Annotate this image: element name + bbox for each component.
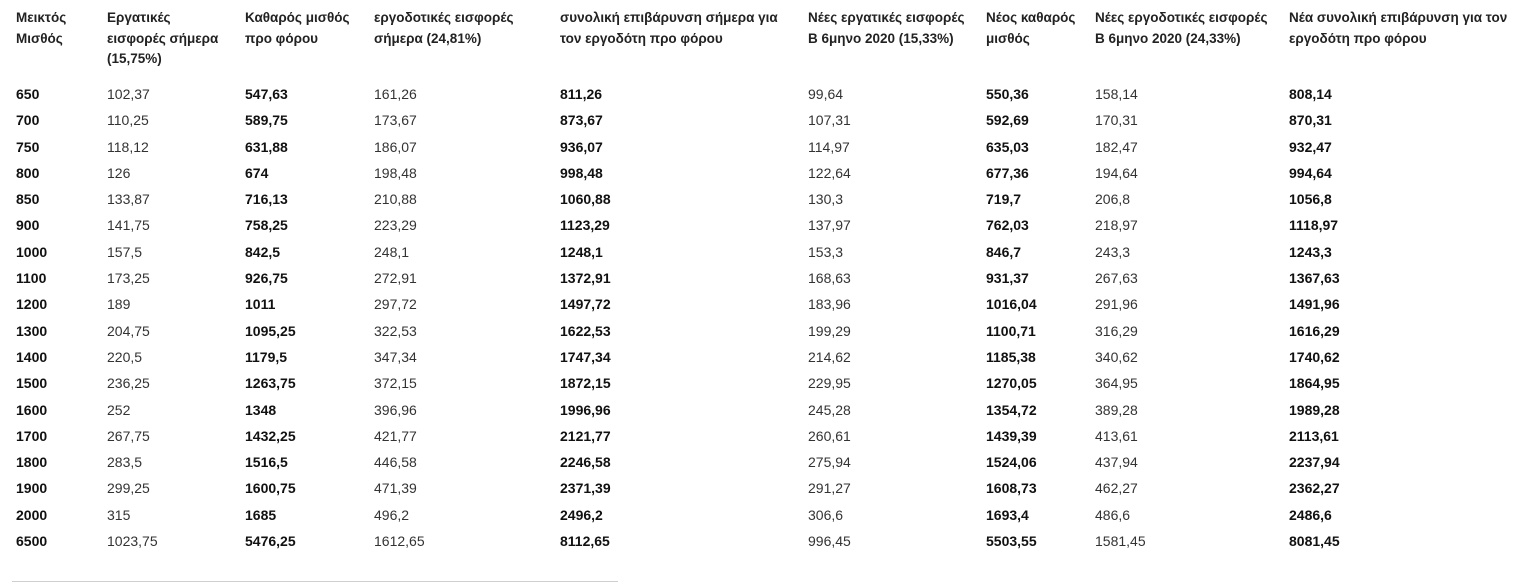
employer-contributions-cell: 210,88	[374, 191, 417, 208]
net-salary-cell: 1348	[245, 401, 277, 418]
table-row	[8, 239, 1518, 265]
new-total-employer-cost-cell: 808,14	[1289, 86, 1332, 102]
new-employer-contributions-cell: 158,14	[1095, 86, 1138, 102]
new-employer-contributions-cell: 486,6	[1095, 506, 1131, 523]
net-salary-cell: 547,63	[245, 86, 288, 102]
new-net-salary-cell: 550,36	[986, 86, 1029, 102]
table-row	[8, 160, 1518, 186]
table-row	[8, 528, 1518, 554]
new-total-employer-cost-cell: 8081,45	[1289, 533, 1340, 550]
new-employee-contributions-cell: 137,97	[808, 217, 851, 234]
total-employer-cost-cell: 1123,29	[560, 217, 610, 234]
gross-salary-cell: 800	[16, 164, 40, 181]
new-total-employer-cost-cell: 1616,29	[1289, 322, 1340, 339]
new-employee-contributions-cell: 275,94	[808, 454, 851, 471]
net-salary-cell: 1095,25	[245, 322, 296, 339]
new-employee-contributions-cell: 114,97	[808, 138, 850, 155]
employer-contributions-cell: 161,26	[374, 86, 417, 102]
gross-salary-cell: 2000	[16, 506, 48, 523]
employer-contributions-cell: 396,96	[374, 401, 417, 418]
new-employee-contributions-cell: 130,3	[808, 191, 844, 208]
new-employee-contributions-cell: 107,31	[808, 112, 851, 129]
employee-contributions-cell: 110,25	[107, 112, 149, 129]
employee-contributions-cell: 315	[107, 506, 131, 523]
net-salary-cell: 758,25	[245, 217, 288, 234]
net-salary-cell: 1685	[245, 506, 277, 523]
table-row	[8, 502, 1518, 528]
header-total-employer-cost-today: συνολική επιβάρυνση σήμερα για τον εργοδότη προ φόρου	[560, 10, 778, 46]
gross-salary-cell: 6500	[16, 533, 48, 550]
net-salary-cell: 842,5	[245, 243, 281, 260]
new-total-employer-cost-cell: 870,31	[1289, 112, 1332, 129]
table-body	[8, 81, 1518, 554]
total-employer-cost-cell: 1872,15	[560, 375, 611, 392]
new-total-employer-cost-cell: 932,47	[1289, 138, 1332, 155]
header-new-employee-contributions: Νέες εργατικές εισφορές Β 6μηνο 2020 (15,33%)	[808, 10, 965, 46]
new-total-employer-cost-cell: 994,64	[1289, 164, 1332, 181]
gross-salary-cell: 750	[16, 138, 40, 155]
new-total-employer-cost-cell: 1491,96	[1289, 296, 1340, 313]
new-net-salary-cell: 762,03	[986, 217, 1029, 234]
new-net-salary-cell: 1524,06	[986, 454, 1037, 471]
gross-salary-cell: 1000	[16, 243, 48, 260]
new-total-employer-cost-cell: 2486,6	[1289, 506, 1332, 523]
total-employer-cost-cell: 1248,1	[560, 243, 603, 260]
employer-contributions-cell: 446,58	[374, 454, 417, 471]
new-net-salary-cell: 635,03	[986, 138, 1029, 155]
new-employee-contributions-cell: 183,96	[808, 296, 851, 313]
employee-contributions-cell: 220,5	[107, 348, 143, 365]
employee-contributions-cell: 236,25	[107, 375, 150, 392]
new-net-salary-cell: 1016,04	[986, 296, 1037, 313]
new-net-salary-cell: 1693,4	[986, 506, 1029, 523]
employer-contributions-cell: 173,67	[374, 112, 417, 129]
gross-salary-cell: 1800	[16, 454, 48, 471]
employee-contributions-cell: 283,5	[107, 454, 143, 471]
new-total-employer-cost-cell: 1864,95	[1289, 375, 1340, 392]
new-net-salary-cell: 1608,73	[986, 480, 1037, 497]
header-new-total-employer-cost: Νέα συνολική επιβάρυνση για τον εργοδότη προ φόρου	[1289, 10, 1508, 46]
table-header-row	[8, 8, 1518, 81]
employer-contributions-cell: 372,15	[374, 375, 417, 392]
header-new-employer-contributions: Νέες εργοδοτικές εισφορές Β 6μηνο 2020 (24,33%)	[1095, 10, 1268, 46]
net-salary-cell: 926,75	[245, 270, 288, 287]
table-row	[8, 344, 1518, 370]
header-net-salary-before-tax: Καθαρός μισθός προ φόρου	[245, 10, 350, 46]
new-total-employer-cost-cell: 1243,3	[1289, 243, 1332, 260]
employee-contributions-cell: 267,75	[107, 427, 150, 444]
new-employer-contributions-cell: 218,97	[1095, 217, 1138, 234]
header-employee-contributions-today: Εργατικές εισφορές σήμερα (15,75%)	[107, 10, 219, 66]
table-row	[8, 370, 1518, 396]
header-employer-contributions-today: εργοδοτικές εισφορές σήμερα (24,81%)	[374, 10, 514, 46]
gross-salary-cell: 700	[16, 112, 40, 129]
employer-contributions-cell: 186,07	[374, 138, 417, 155]
new-employer-contributions-cell: 1581,45	[1095, 533, 1146, 550]
total-employer-cost-cell: 1372,91	[560, 270, 611, 287]
total-employer-cost-cell: 2496,2	[560, 506, 603, 523]
employee-contributions-cell: 173,25	[107, 270, 150, 287]
new-total-employer-cost-cell: 1740,62	[1289, 348, 1340, 365]
table-row	[8, 423, 1518, 449]
gross-salary-cell: 1200	[16, 296, 48, 313]
new-employee-contributions-cell: 153,3	[808, 243, 844, 260]
table-row	[8, 81, 1518, 107]
new-total-employer-cost-cell: 1367,63	[1289, 270, 1340, 287]
employee-contributions-cell: 204,75	[107, 322, 150, 339]
total-employer-cost-cell: 873,67	[560, 112, 603, 129]
new-net-salary-cell: 592,69	[986, 112, 1029, 129]
bottom-divider	[12, 581, 618, 582]
employer-contributions-cell: 496,2	[374, 506, 410, 523]
new-total-employer-cost-cell: 1056,8	[1289, 191, 1332, 208]
employee-contributions-cell: 126	[107, 164, 131, 181]
new-net-salary-cell: 1185,38	[986, 348, 1036, 365]
new-employee-contributions-cell: 996,45	[808, 533, 851, 550]
new-net-salary-cell: 931,37	[986, 270, 1029, 287]
new-total-employer-cost-cell: 1118,97	[1289, 217, 1339, 234]
net-salary-cell: 1263,75	[245, 375, 296, 392]
new-total-employer-cost-cell: 2113,61	[1289, 427, 1339, 444]
table-row	[8, 449, 1518, 475]
gross-salary-cell: 1300	[16, 322, 48, 339]
table-row	[8, 475, 1518, 501]
gross-salary-cell: 650	[16, 86, 40, 102]
total-employer-cost-cell: 998,48	[560, 164, 603, 181]
total-employer-cost-cell: 1622,53	[560, 322, 611, 339]
new-employer-contributions-cell: 243,3	[1095, 243, 1131, 260]
new-employer-contributions-cell: 437,94	[1095, 454, 1138, 471]
new-employer-contributions-cell: 170,31	[1095, 112, 1138, 129]
employee-contributions-cell: 299,25	[107, 480, 150, 497]
employer-contributions-cell: 198,48	[374, 164, 417, 181]
new-employer-contributions-cell: 389,28	[1095, 401, 1138, 418]
net-salary-cell: 716,13	[245, 191, 288, 208]
employee-contributions-cell: 118,12	[107, 138, 149, 155]
new-employee-contributions-cell: 306,6	[808, 506, 844, 523]
gross-salary-cell: 1100	[16, 270, 47, 287]
net-salary-cell: 1516,5	[245, 454, 288, 471]
employee-contributions-cell: 1023,75	[107, 533, 158, 550]
net-salary-cell: 5476,25	[245, 533, 296, 550]
total-employer-cost-cell: 811,26	[560, 86, 603, 102]
total-employer-cost-cell: 1996,96	[560, 401, 611, 418]
employee-contributions-cell: 141,75	[107, 217, 150, 234]
net-salary-cell: 1011	[245, 296, 276, 313]
new-employee-contributions-cell: 199,29	[808, 322, 851, 339]
net-salary-cell: 1600,75	[245, 480, 296, 497]
table-row	[8, 265, 1518, 291]
net-salary-cell: 589,75	[245, 112, 288, 129]
net-salary-cell: 1432,25	[245, 427, 296, 444]
new-employee-contributions-cell: 291,27	[808, 480, 851, 497]
total-employer-cost-cell: 1497,72	[560, 296, 611, 313]
gross-salary-cell: 1700	[16, 427, 48, 444]
net-salary-cell: 1179,5	[245, 348, 288, 365]
new-employee-contributions-cell: 122,64	[808, 164, 851, 181]
employee-contributions-cell: 133,87	[107, 191, 150, 208]
total-employer-cost-cell: 1060,88	[560, 191, 611, 208]
new-employee-contributions-cell: 168,63	[808, 270, 851, 287]
employer-contributions-cell: 272,91	[374, 270, 417, 287]
employee-contributions-cell: 189	[107, 296, 131, 313]
header-new-net-salary: Νέος καθαρός μισθός	[986, 10, 1076, 46]
table-row	[8, 397, 1518, 423]
employee-contributions-cell: 102,37	[107, 86, 150, 102]
new-employer-contributions-cell: 462,27	[1095, 480, 1138, 497]
salary-comparison-table	[8, 8, 1518, 554]
new-net-salary-cell: 5503,55	[986, 533, 1037, 550]
gross-salary-cell: 900	[16, 217, 40, 234]
employer-contributions-cell: 248,1	[374, 243, 410, 260]
employee-contributions-cell: 252	[107, 401, 131, 418]
employer-contributions-cell: 297,72	[374, 296, 417, 313]
total-employer-cost-cell: 2121,77	[560, 427, 611, 444]
new-employer-contributions-cell: 194,64	[1095, 164, 1138, 181]
new-employee-contributions-cell: 260,61	[808, 427, 851, 444]
employer-contributions-cell: 347,34	[374, 348, 417, 365]
net-salary-cell: 674	[245, 164, 269, 181]
new-net-salary-cell: 1354,72	[986, 401, 1037, 418]
new-employer-contributions-cell: 206,8	[1095, 191, 1131, 208]
new-net-salary-cell: 1439,39	[986, 427, 1037, 444]
new-employee-contributions-cell: 229,95	[808, 375, 851, 392]
total-employer-cost-cell: 1747,34	[560, 348, 611, 365]
net-salary-cell: 631,88	[245, 138, 288, 155]
new-net-salary-cell: 1100,71	[986, 322, 1036, 339]
employer-contributions-cell: 322,53	[374, 322, 417, 339]
new-employer-contributions-cell: 267,63	[1095, 270, 1138, 287]
new-total-employer-cost-cell: 2237,94	[1289, 454, 1340, 471]
table-row	[8, 212, 1518, 238]
new-net-salary-cell: 1270,05	[986, 375, 1037, 392]
new-employee-contributions-cell: 245,28	[808, 401, 851, 418]
total-employer-cost-cell: 2371,39	[560, 480, 611, 497]
employer-contributions-cell: 471,39	[374, 480, 417, 497]
gross-salary-cell: 1600	[16, 401, 48, 418]
new-employer-contributions-cell: 413,61	[1095, 427, 1138, 444]
table-row	[8, 291, 1518, 317]
gross-salary-cell: 1400	[16, 348, 48, 365]
new-net-salary-cell: 846,7	[986, 243, 1022, 260]
new-net-salary-cell: 719,7	[986, 191, 1022, 208]
total-employer-cost-cell: 2246,58	[560, 454, 611, 471]
table-row	[8, 318, 1518, 344]
new-employer-contributions-cell: 291,96	[1095, 296, 1138, 313]
employer-contributions-cell: 421,77	[374, 427, 417, 444]
new-employee-contributions-cell: 99,64	[808, 86, 844, 102]
header-gross-salary: Μεικτός Μισθός	[16, 10, 67, 46]
new-employer-contributions-cell: 340,62	[1095, 348, 1138, 365]
total-employer-cost-cell: 8112,65	[560, 533, 610, 550]
gross-salary-cell: 1900	[16, 480, 48, 497]
total-employer-cost-cell: 936,07	[560, 138, 603, 155]
new-employer-contributions-cell: 316,29	[1095, 322, 1138, 339]
new-total-employer-cost-cell: 1989,28	[1289, 401, 1340, 418]
new-net-salary-cell: 677,36	[986, 164, 1029, 181]
new-total-employer-cost-cell: 2362,27	[1289, 480, 1340, 497]
employee-contributions-cell: 157,5	[107, 243, 143, 260]
table-row	[8, 107, 1518, 133]
new-employee-contributions-cell: 214,62	[808, 348, 851, 365]
employer-contributions-cell: 1612,65	[374, 533, 425, 550]
new-employer-contributions-cell: 364,95	[1095, 375, 1138, 392]
table-row	[8, 186, 1518, 212]
gross-salary-cell: 850	[16, 191, 40, 208]
employer-contributions-cell: 223,29	[374, 217, 417, 234]
gross-salary-cell: 1500	[16, 375, 48, 392]
new-employer-contributions-cell: 182,47	[1095, 138, 1138, 155]
table-row	[8, 134, 1518, 160]
